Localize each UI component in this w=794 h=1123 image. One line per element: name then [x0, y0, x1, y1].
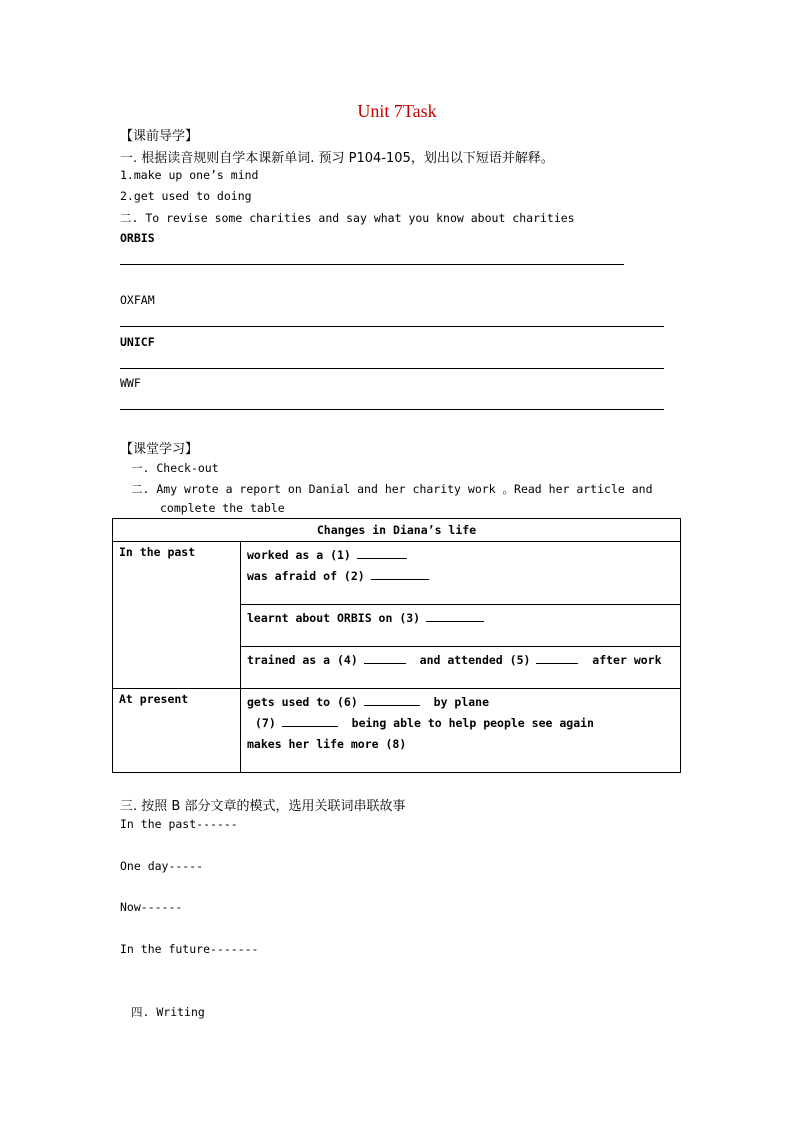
blank-line-1: worked as a (1): [247, 545, 674, 566]
section-3-instruction: 三. 按照 B 部分文章的模式，选用关联词串联故事: [120, 799, 406, 814]
charity-unicf: UNICF: [120, 335, 155, 349]
blank-line-8: makes her life more (8): [247, 737, 407, 751]
story-prompt-now: Now------: [120, 900, 183, 914]
report-instruction-cont: complete the table: [160, 501, 285, 515]
phrase-item-2: 2.get used to doing: [120, 189, 252, 203]
past-cell-1: [241, 542, 681, 605]
blank-line-3: learnt about ORBIS on (3): [247, 608, 674, 629]
charity-wwf: WWF: [120, 376, 141, 390]
answer-line-wwf: [120, 409, 664, 410]
story-prompt-past: In the past------: [120, 817, 238, 831]
blank-line-4-5: trained as a (4) and attended (5) after work: [247, 653, 662, 667]
pre-class-heading: 【课前导学】: [120, 129, 199, 144]
in-class-heading: 【课堂学习】: [120, 442, 199, 457]
blank-line-6: gets used to (6) by plane: [247, 695, 490, 709]
blank-line-7: (7) being able to help people see again: [255, 716, 594, 730]
table-header: Changes in Diana’s life: [113, 519, 681, 542]
charity-oxfam: OXFAM: [120, 293, 155, 307]
story-prompt-future: In the future-------: [120, 942, 259, 956]
check-out-item: 一. Check-out: [131, 461, 219, 475]
changes-table: [112, 518, 681, 773]
story-prompt-one-day: One day-----: [120, 859, 204, 873]
past-cell-3: [241, 647, 681, 689]
past-cell-2: [241, 605, 681, 647]
section-2-instruction: 二. To revise some charities and say what you know about charities: [120, 211, 575, 225]
page-title: Unit 7Task: [357, 101, 437, 121]
answer-line-oxfam: [120, 326, 664, 327]
past-label: In the past: [113, 542, 241, 689]
present-cell: [241, 689, 681, 773]
phrase-item-1: 1.make up one’s mind: [120, 168, 259, 182]
section-1-instruction: 一. 根据读音规则自学本课新单词. 预习 P104-105，划出以下短语并解释。: [120, 151, 554, 166]
present-label: At present: [113, 689, 241, 773]
charity-orbis: ORBIS: [120, 231, 155, 245]
answer-line-unicf: [120, 368, 664, 369]
report-instruction: 二. Amy wrote a report on Danial and her charity work 。Read her article and: [131, 482, 653, 496]
answer-line-orbis: [120, 264, 624, 265]
writing-heading: 四. Writing: [131, 1005, 205, 1019]
blank-line-2: was afraid of (2): [247, 566, 674, 587]
